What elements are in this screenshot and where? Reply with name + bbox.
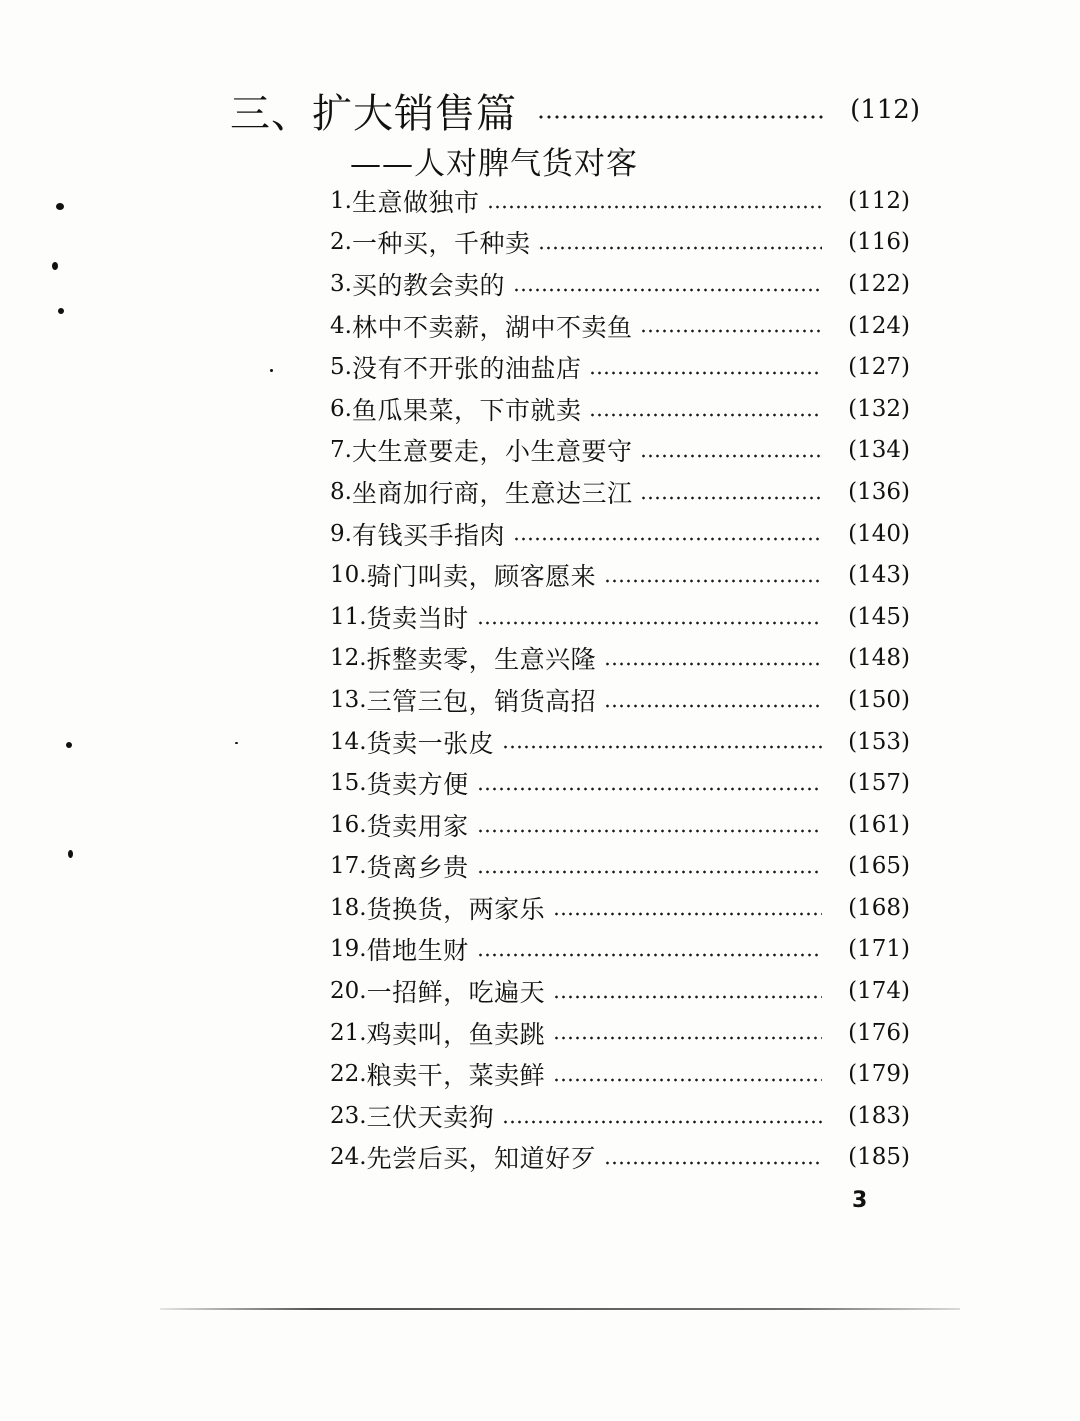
toc-entry: [330, 180, 910, 222]
entry-page-ref: (116): [848, 229, 910, 256]
entry-title: 货卖一张皮: [366, 728, 495, 758]
scan-speck: [56, 203, 64, 210]
entry-title: 先尝后买，知道好歹: [366, 1144, 597, 1174]
toc-entry: [330, 1137, 910, 1179]
toc-entry: [330, 762, 910, 804]
toc-entry: [330, 430, 910, 472]
entry-page-ref: (171): [848, 936, 910, 963]
entry-title: 货离乡贵: [366, 853, 469, 883]
entry-title: 借地生财: [366, 936, 469, 966]
toc-entry: [330, 596, 910, 638]
entry-dot-leader: [502, 744, 822, 750]
entry-page-ref: (132): [848, 395, 910, 422]
entry-dot-leader: [604, 578, 822, 584]
toc-entry: [330, 887, 910, 929]
entry-page-ref: (148): [848, 645, 910, 672]
toc-entry: [330, 1012, 910, 1054]
entry-page-ref: (124): [848, 312, 910, 339]
entry-dot-leader: [604, 1160, 822, 1166]
entry-title: 骑门叫卖，顾客愿来: [366, 562, 597, 592]
entry-number: 22.: [330, 1061, 367, 1088]
entry-dot-leader: [502, 1119, 822, 1125]
entry-dot-leader: [640, 328, 822, 334]
entry-dot-leader: [538, 245, 822, 251]
entry-page-ref: (112): [848, 187, 910, 214]
entry-number: 5.: [330, 354, 352, 381]
entry-title: 粮卖干，菜卖鲜: [366, 1061, 546, 1091]
entry-page-ref: (161): [848, 811, 910, 838]
entry-page-ref: (179): [848, 1061, 910, 1088]
entry-dot-leader: [553, 1035, 822, 1041]
entry-page-ref: (185): [848, 1144, 910, 1171]
entry-page-ref: (183): [848, 1102, 910, 1129]
toc-entry: [330, 263, 910, 305]
entry-dot-leader: [487, 204, 822, 210]
toc-entry: [330, 970, 910, 1012]
scan-speck: [52, 262, 58, 270]
entry-title: 货卖用家: [366, 811, 469, 841]
entry-title: 坐商加行商，生意达三江: [351, 478, 633, 508]
entry-dot-leader: [640, 453, 822, 459]
entry-page-ref: (127): [848, 354, 910, 381]
entry-number: 10.: [330, 562, 367, 589]
section-dot-leader: [537, 114, 826, 120]
entry-dot-leader: [513, 536, 822, 542]
section-title: 三、扩大销售篇: [230, 90, 517, 137]
scan-bottom-edge-line: [160, 1308, 960, 1310]
entry-dot-leader: [553, 1077, 822, 1083]
toc-entry: [330, 346, 910, 388]
scan-speck: [235, 742, 238, 744]
entry-title: 大生意要走，小生意要守: [351, 437, 633, 467]
entry-page-ref: (168): [848, 894, 910, 921]
toc-entry: [330, 804, 910, 846]
section-heading-row: [230, 82, 920, 138]
toc-entry: [330, 846, 910, 888]
entry-title: 货卖方便: [366, 770, 469, 800]
entry-page-ref: (150): [848, 686, 910, 713]
entry-page-ref: (145): [848, 603, 910, 630]
entry-title: 鸡卖叫，鱼卖跳: [366, 1019, 546, 1049]
entry-number: 12.: [330, 645, 367, 672]
entry-number: 14.: [330, 728, 367, 755]
entry-dot-leader: [477, 952, 822, 958]
entry-title: 买的教会卖的: [351, 270, 505, 300]
toc-entry: [330, 721, 910, 763]
entry-title: 没有不开张的油盐店: [351, 354, 582, 384]
scan-speck: [270, 369, 273, 372]
toc-entry: [330, 1095, 910, 1137]
entry-number: 17.: [330, 853, 367, 880]
entry-title: 三伏天卖狗: [366, 1102, 495, 1132]
scan-speck: [66, 742, 72, 748]
entry-dot-leader: [477, 786, 822, 792]
toc-list: [330, 180, 910, 1178]
toc-entry: [330, 388, 910, 430]
entry-dot-leader: [589, 412, 822, 418]
entry-dot-leader: [553, 994, 822, 1000]
entry-title: 有钱买手指肉: [351, 520, 505, 550]
toc-entry: [330, 638, 910, 680]
entry-number: 13.: [330, 686, 367, 713]
entry-dot-leader: [604, 703, 822, 709]
entry-title: 拆整卖零，生意兴隆: [366, 645, 597, 675]
entry-page-ref: (140): [848, 520, 910, 547]
section-page-ref: (112): [850, 95, 920, 125]
entry-dot-leader: [553, 911, 822, 917]
entry-title: 三管三包，销货高招: [366, 686, 597, 716]
entry-number: 18.: [330, 894, 367, 921]
entry-number: 2.: [330, 229, 352, 256]
entry-page-ref: (136): [848, 478, 910, 505]
entry-dot-leader: [513, 287, 822, 293]
entry-title: 一招鲜，吃遍天: [366, 978, 546, 1008]
entry-page-ref: (174): [848, 978, 910, 1005]
scan-speck: [58, 308, 64, 314]
entry-number: 15.: [330, 770, 367, 797]
entry-title: 货换货，两家乐: [366, 894, 546, 924]
entry-page-ref: (143): [848, 562, 910, 589]
entry-number: 7.: [330, 437, 352, 464]
entry-title: 林中不卖薪，湖中不卖鱼: [351, 312, 633, 342]
entry-page-ref: (153): [848, 728, 910, 755]
entry-number: 6.: [330, 395, 352, 422]
toc-entry: [330, 222, 910, 264]
entry-dot-leader: [477, 828, 822, 834]
entry-title: 一种买，千种卖: [351, 229, 531, 259]
toc-entry: [330, 554, 910, 596]
entry-page-ref: (134): [848, 437, 910, 464]
entry-number: 21.: [330, 1019, 367, 1046]
entry-page-ref: (165): [848, 853, 910, 880]
entry-page-ref: (122): [848, 270, 910, 297]
entry-dot-leader: [604, 661, 822, 667]
entry-dot-leader: [640, 495, 822, 501]
entry-number: 24.: [330, 1144, 367, 1171]
entry-number: 20.: [330, 978, 367, 1005]
entry-number: 9.: [330, 520, 352, 547]
entry-title: 鱼瓜果菜，下市就卖: [351, 395, 582, 425]
entry-dot-leader: [477, 620, 822, 626]
entry-number: 4.: [330, 312, 352, 339]
entry-dot-leader: [477, 869, 822, 875]
toc-entry: [330, 513, 910, 555]
entry-number: 11.: [330, 603, 367, 630]
entry-title: 货卖当时: [366, 603, 469, 633]
scan-speck: [68, 850, 73, 858]
entry-number: 3.: [330, 270, 352, 297]
entry-dot-leader: [589, 370, 822, 376]
toc-entry: [330, 305, 910, 347]
entry-number: 16.: [330, 811, 367, 838]
entry-title: 生意做独市: [351, 187, 480, 217]
toc-entry: [330, 679, 910, 721]
toc-entry: [330, 471, 910, 513]
toc-entry: [330, 1053, 910, 1095]
page-number: 3: [852, 1188, 868, 1213]
entry-number: 8.: [330, 478, 352, 505]
entry-number: 1.: [330, 187, 352, 214]
toc-entry: [330, 929, 910, 971]
section-subtitle: ——人对脾气货对客: [350, 145, 638, 182]
entry-number: 23.: [330, 1102, 367, 1129]
entry-page-ref: (176): [848, 1019, 910, 1046]
entry-number: 19.: [330, 936, 367, 963]
entry-page-ref: (157): [848, 770, 910, 797]
